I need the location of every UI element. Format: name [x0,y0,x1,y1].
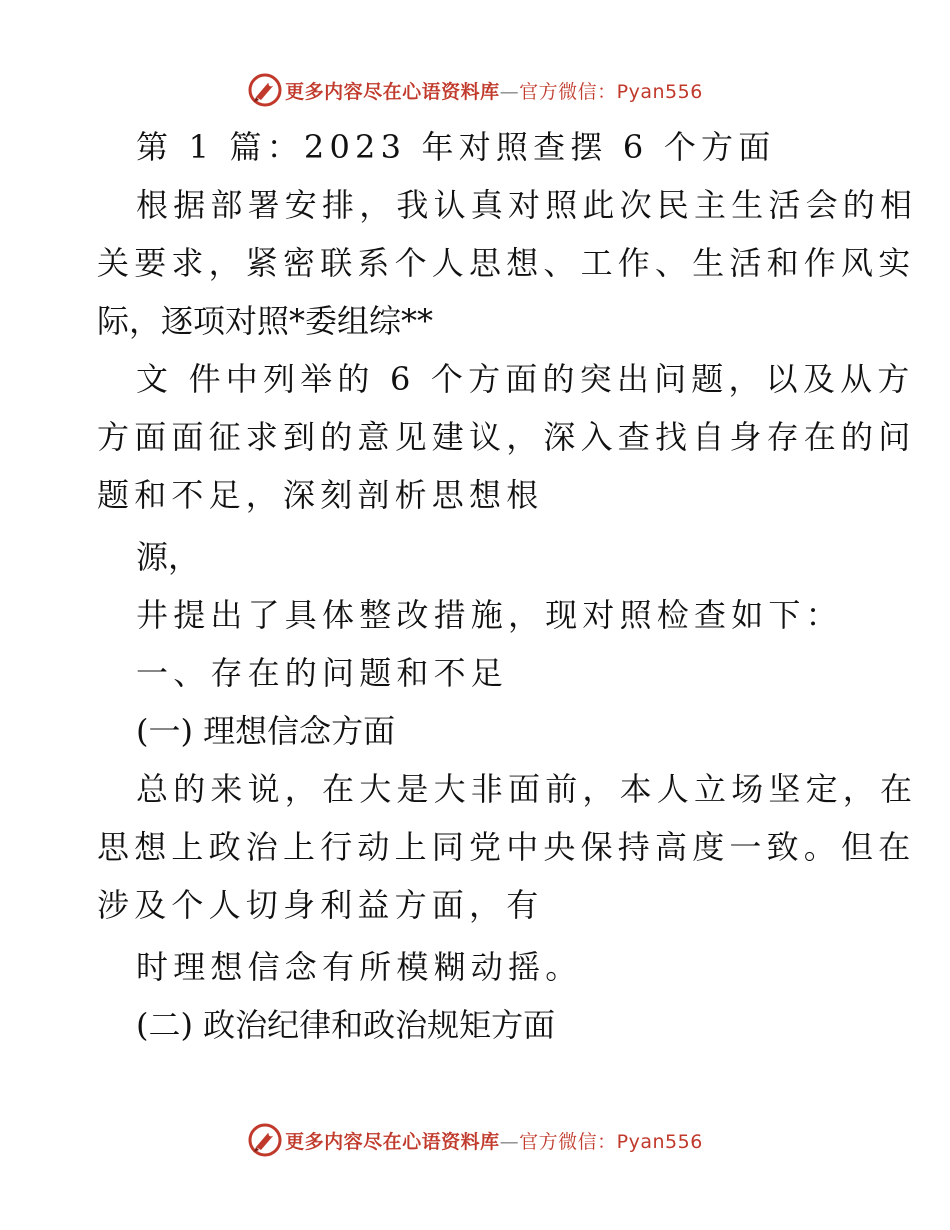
pen-logo-icon [247,72,283,108]
paragraph-line: 根据部署安排，我认真对照此次民主生活会的相 [136,186,918,224]
paragraph-line: 涉及个人切身利益方面，有 [97,886,544,924]
subsection-heading: (二) 政治纪律和政治规矩方面 [136,1006,556,1044]
header-watermark [0,68,950,112]
paragraph-line: 井提出了具体整改措施，现对照检查如下： [136,596,843,634]
paragraph-line: 方面面征求到的意见建议，深入查找自身存在的问 [97,418,916,456]
paragraph-line: 关要求，紧密联系个人思想、工作、生活和作风实 [97,244,916,282]
paragraph-line: 源， [136,538,201,576]
paragraph-line: 总的来说，在大是大非面前，本人立场坚定，在 [136,770,918,808]
subsection-heading: (一) 理想信念方面 [136,712,396,750]
paragraph-line: 思想上政治上行动上同党中央保持高度一致。但在 [97,828,916,866]
watermark-text: 更多内容尽在心语资料库—官方微信：Pyan556 [285,1130,703,1153]
pen-logo-icon [247,1122,283,1158]
watermark-text: 更多内容尽在心语资料库—官方微信：Pyan556 [285,80,703,103]
paragraph-line: 题和不足，深刻剖析思想根 [97,476,544,514]
document-title: 第 1 篇：2023 年对照查摆 6 个方面 [136,128,776,166]
footer-watermark [0,1118,950,1162]
section-heading: 一、存在的问题和不足 [136,654,509,692]
paragraph-line: 际，逐项对照*委组综** [97,302,434,340]
paragraph-line: 时理想信念有所模糊动摇。 [136,948,583,986]
paragraph-line: 文 件中列举的 6 个方面的突出问题，以及从方 [136,360,915,398]
